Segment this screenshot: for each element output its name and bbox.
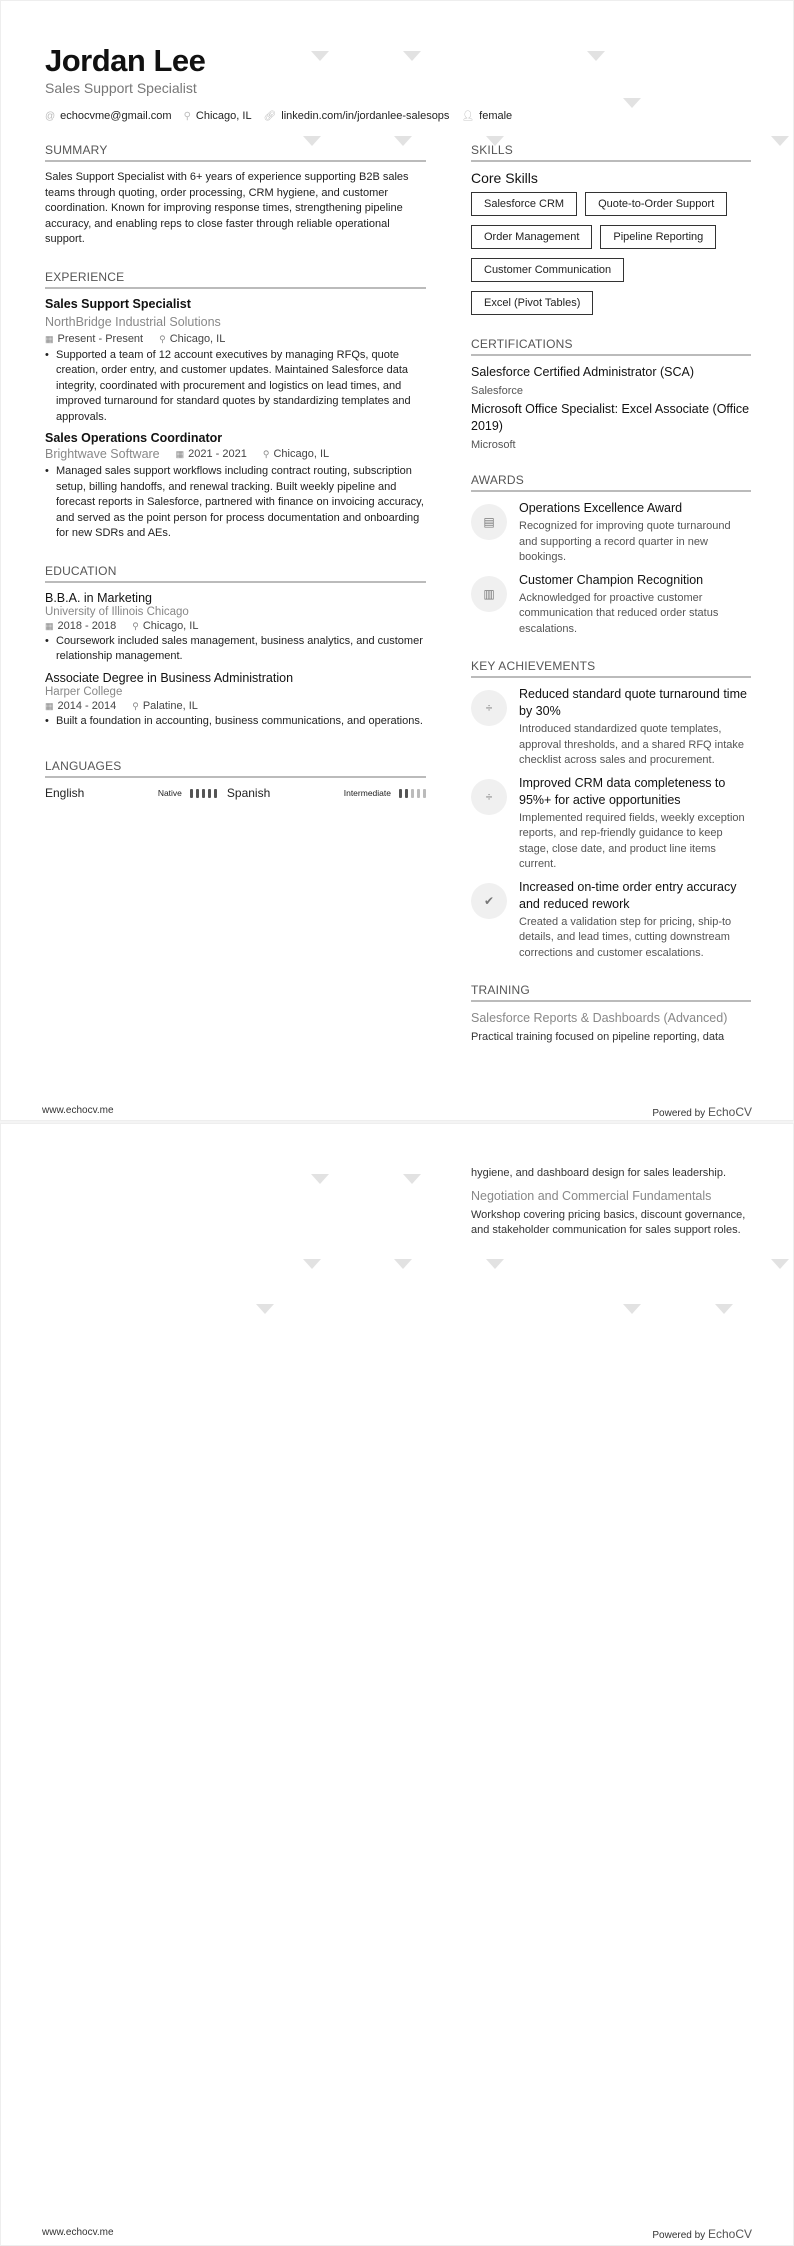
awards-section	[471, 473, 751, 637]
school: University of Illinois Chicago	[45, 605, 189, 618]
powered-by: Powered by EchoCV	[652, 2227, 752, 2241]
training-desc: hygiene, and dashboard design for sales leadership.	[471, 1167, 727, 1179]
award-item	[471, 500, 751, 566]
education-meta: ▦ 2018 - 2018 ⚲ Chicago, IL	[45, 619, 199, 632]
section-heading: TRAINING	[471, 983, 751, 1002]
section-heading: EXPERIENCE	[45, 270, 426, 289]
location-pin-icon: ⚲	[132, 700, 139, 711]
skill-tag: Salesforce CRM	[471, 192, 577, 216]
divide-icon: ÷	[471, 690, 507, 726]
achievement-item	[471, 775, 751, 873]
job-location: Chicago, IL	[169, 332, 226, 345]
certifications-section	[471, 337, 751, 451]
degree: Associate Degree in Business Administration	[45, 670, 294, 685]
skill-tag: Quote-to-Order Support	[585, 192, 727, 216]
certification-name: Salesforce Certified Administrator (SCA)	[471, 365, 694, 379]
language-list	[45, 786, 426, 800]
calendar-icon: ▦	[45, 620, 54, 631]
contact-location: ⚲ Chicago, IL	[183, 110, 252, 122]
contact-gender: 👤︎ female	[461, 110, 513, 122]
company: Brightwave Software	[45, 447, 160, 461]
footer-site-link[interactable]: www.echocv.me	[42, 1105, 114, 1116]
person-icon: 👤︎	[461, 111, 475, 122]
job-dates: Present - Present	[57, 332, 144, 345]
section-heading: KEY ACHIEVEMENTS	[471, 659, 751, 678]
education-bullet: • Coursework included sales management, business analytics, and customer relationship management.	[45, 634, 426, 665]
language-level: Native	[157, 788, 182, 798]
section-heading: EDUCATION	[45, 564, 426, 583]
certification-issuer: Salesforce	[471, 385, 523, 397]
summary-section	[45, 143, 426, 248]
resume-page-1	[0, 0, 794, 1121]
achievement-title: Reduced standard quote turnaround time by 30%	[519, 687, 747, 718]
skill-group-title: Core Skills	[471, 170, 538, 186]
job-entry	[45, 297, 426, 426]
award-title: Operations Excellence Award	[519, 501, 683, 515]
right-column-continued	[471, 1166, 751, 1239]
contact-email[interactable]: @ echocvme@gmail.com	[45, 110, 172, 122]
job-meta	[45, 447, 426, 461]
skills-section	[471, 143, 751, 315]
award-desc: Acknowledged for proactive customer communication that reduced order status escalations.	[519, 591, 719, 635]
education-entry	[45, 591, 426, 665]
section-heading: LANGUAGES	[45, 759, 426, 778]
achievement-title: Improved CRM data completeness to 95%+ for active opportunities	[519, 775, 726, 807]
job-bullet: • Managed sales support workflows including contract routing, subscription setup, billing handoffs, and renewal tracking. Built weekly pipeline and forecast reports in Salesforce, partnered with finance on invoicing accuracy, and served as the point person for process documentation and onboarding for new SDRs and AEs.	[45, 464, 426, 542]
school: Harper College	[45, 685, 123, 698]
achievement-item	[471, 686, 751, 769]
achievements-section	[471, 659, 751, 961]
brand-logo: EchoCV	[707, 1105, 752, 1119]
achievement-desc: Created a validation step for pricing, ship-to details, and lead times, cutting downstream corrections and customer escalations.	[519, 915, 732, 959]
brand-logo: EchoCV	[707, 2227, 752, 2241]
at-icon: @	[45, 111, 56, 122]
training-desc: Practical training focused on pipeline reporting, data	[471, 1031, 725, 1043]
education-meta: ▦ 2014 - 2014 ⚲ Palatine, IL	[45, 699, 198, 712]
job-title: Sales Support Specialist	[45, 296, 191, 311]
achievement-item	[471, 879, 751, 962]
contact-linkedin[interactable]: 🔗︎ linkedin.com/in/jordanlee-salesops	[263, 110, 450, 122]
training-desc: Workshop covering pricing basics, discount governance, and stakeholder communication for sales support roles.	[471, 1208, 746, 1236]
location-pin-icon: ⚲	[132, 620, 139, 631]
language-name: English	[45, 786, 85, 800]
section-heading: SKILLS	[471, 143, 751, 162]
job-title: Sales Operations Coordinator	[45, 431, 223, 445]
book-icon: ▥	[471, 576, 507, 612]
link-icon: 🔗︎	[263, 111, 277, 122]
training-title: Negotiation and Commercial Fundamentals	[471, 1188, 712, 1203]
calendar-icon: ▦	[175, 449, 185, 459]
training-title: Salesforce Reports & Dashboards (Advanced)	[471, 1011, 728, 1025]
achievement-desc: Implemented required fields, weekly exception reports, and rep-friendly guidance to keep stage, close date, and product line items current.	[519, 811, 745, 870]
candidate-name: Jordan Lee	[45, 43, 206, 78]
job-bullet: • Supported a team of 12 account executives by managing RFQs, quote creation, order entry, and customer updates. Maintained Salesforce data integrity, coordinated with procurement and logistics on lead times, and improved turnaround for standard quotes by standardizing templates and approvals.	[45, 348, 426, 426]
education-bullet: • Built a foundation in accounting, business communications, and operations.	[45, 714, 426, 730]
language-name: Spanish	[226, 786, 271, 800]
achievement-desc: Introduced standardized quote templates, approval thresholds, and a shared RFQ intake checklist across sales and procurement.	[519, 723, 745, 766]
education-entry	[45, 671, 426, 730]
skill-tag: Order Management	[471, 225, 592, 249]
candidate-title: Sales Support Specialist	[45, 80, 197, 96]
calendar-icon: ▦	[45, 333, 54, 344]
section-heading: SUMMARY	[45, 143, 426, 162]
language-rating	[190, 789, 217, 798]
summary-text: Sales Support Specialist with 6+ years of experience supporting B2B sales teams through quoting, order processing, CRM hygiene, and customer coordination. Known for improving response times, strengthening pipeline accuracy, and enabling reps to close faster through reliable operational support.	[45, 171, 409, 245]
powered-by: Powered by EchoCV	[652, 1105, 752, 1119]
clipboard-icon: ▤	[471, 504, 507, 540]
award-desc: Recognized for improving quote turnaround and supporting a record quarter in new bookings.	[519, 520, 731, 563]
job-location: Chicago, IL	[273, 448, 330, 460]
certification-issuer: Microsoft	[471, 439, 516, 451]
achievement-title: Increased on-time order entry accuracy and reduced rework	[519, 879, 737, 911]
location-pin-icon: ⚲	[159, 333, 166, 344]
section-heading: AWARDS	[471, 473, 751, 492]
skill-tag: Customer Communication	[471, 258, 624, 282]
languages-section	[45, 759, 426, 800]
company: NorthBridge Industrial Solutions	[45, 314, 221, 329]
award-item	[471, 572, 751, 638]
award-title: Customer Champion Recognition	[519, 572, 704, 587]
job-meta	[45, 333, 426, 345]
job-dates: 2021 - 2021	[188, 448, 247, 460]
divide-icon: ÷	[471, 779, 507, 815]
location-pin-icon: ⚲	[262, 449, 270, 459]
skill-tag: Pipeline Reporting	[600, 225, 716, 249]
footer	[42, 2227, 752, 2241]
right-column	[471, 143, 751, 1046]
calendar-icon: ▦	[45, 700, 54, 711]
resume-page-2	[0, 1123, 794, 2246]
training-section	[471, 983, 751, 1046]
left-column	[45, 143, 426, 822]
experience-section	[45, 270, 426, 542]
job-entry	[45, 431, 426, 542]
education-section	[45, 564, 426, 730]
check-circle-icon: ✔	[471, 883, 507, 919]
skill-tags	[471, 192, 751, 315]
footer	[42, 1105, 752, 1119]
footer-site-link[interactable]: www.echocv.me	[42, 2227, 114, 2238]
degree: B.B.A. in Marketing	[45, 590, 152, 605]
certification-name: Microsoft Office Specialist: Excel Associate (Office 2019)	[471, 402, 750, 433]
location-pin-icon: ⚲	[183, 111, 191, 122]
section-heading: CERTIFICATIONS	[471, 337, 751, 356]
language-rating	[399, 789, 426, 798]
skill-tag: Excel (Pivot Tables)	[471, 291, 593, 315]
contact-info	[45, 110, 512, 122]
language-level: Intermediate	[343, 788, 391, 798]
